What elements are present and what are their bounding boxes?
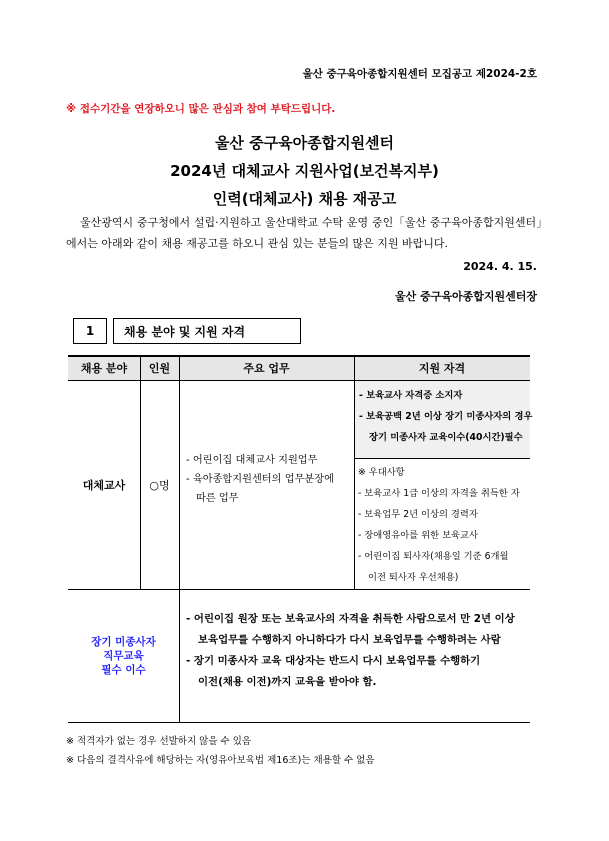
required-item: 장기 미종사자 교육이수(40시간)필수 [369, 432, 523, 443]
preferred-title: ※ 우대사항 [358, 467, 405, 478]
field-cell: 대체교사 [82, 479, 126, 492]
page-title-line2: 2024년 대체교사 지원사업(보건복지부) [170, 162, 439, 180]
duty-item: - 육아종합지원센터의 업무분장에 [186, 474, 334, 485]
signature: 울산 중구육아종합지원센터장 [395, 290, 537, 303]
count-cell: ○명 [149, 479, 170, 492]
header-duties: 주요 업무 [179, 356, 354, 380]
detail-line: - 장기 미종사자 교육 대상자는 반드시 다시 보육업무를 수행하기 [186, 655, 481, 667]
detail-line: 이전(채용 이전)까지 교육을 받아야 함. [198, 676, 377, 688]
duty-item: - 어린이집 대체교사 지원업무 [186, 455, 318, 466]
preferred-item: - 장애영유아를 위한 보육교사 [358, 530, 478, 541]
notice-date: 2024. 4. 15. [463, 260, 537, 273]
required-item: - 보육공백 2년 이상 장기 미종사자의 경우 [359, 411, 533, 422]
duty-item: 따른 업무 [196, 493, 239, 504]
qualification-divider [354, 458, 530, 459]
label-line: 필수 이수 [101, 664, 146, 676]
detail-line: - 어린이집 원장 또는 보육교사의 자격을 취득한 사람으로서 만 2년 이상 [186, 613, 515, 625]
preferred-item: 이전 퇴사자 우선채용) [368, 572, 459, 583]
preferred-item: - 보육교사 1급 이상의 자격을 취득한 자 [358, 488, 520, 499]
page-title-line1: 울산 중구육아종합지원센터 [214, 134, 395, 152]
duties-cell [186, 451, 334, 508]
label-line: 직무교육 [103, 650, 144, 662]
section-number: 1 [73, 318, 107, 344]
intro-paragraph: 울산광역시 중구청에서 설립·지원하고 울산대학교 수탁 운영 중인「울산 중구육아종합지원센터」에서는 아래와 같이 채용 재공고를 하오니 관심 있는 분들의 많은 지원 바랍니다. [66, 216, 542, 250]
detail-line: 보육업무를 수행하지 아니하다가 다시 보육업무를 수행하려는 사람 [198, 634, 501, 646]
col-divider-2 [179, 356, 180, 722]
page-title-line3: 인력(대체교사) 채용 재공고 [212, 190, 397, 208]
header-count: 인원 [140, 356, 179, 380]
preferred-item: - 어린이집 퇴사자(채용일 기준 6개월 [358, 551, 509, 562]
preferred-qualifications [358, 462, 530, 588]
note-disqualification: ※ 다음의 결격사유에 해당하는 자(영유아보육법 제16조)는 채용할 수 없음 [66, 755, 375, 766]
required-item: - 보육교사 자격증 소지자 [359, 390, 463, 401]
preferred-item: - 보육업무 2년 이상의 경력자 [358, 509, 478, 520]
table-bottom-border [68, 722, 530, 723]
extension-alert: ※ 접수기간을 연장하오니 많은 관심과 참여 부탁드립니다. [66, 103, 336, 115]
notice-number: 울산 중구육아종합지원센터 모집공고 제2024-2호 [302, 68, 537, 80]
note-no-candidate: ※ 적격자가 없는 경우 선발하지 않을 수 있음 [66, 736, 252, 747]
table-top-border [68, 355, 530, 357]
header-field: 채용 분야 [68, 356, 140, 380]
header-qualification: 지원 자격 [354, 356, 530, 380]
long-term-education-label [68, 590, 179, 722]
label-line: 장기 미종사자 [91, 636, 156, 648]
section-title: 채용 분야 및 지원 자격 [113, 318, 301, 344]
long-term-education-details [186, 609, 515, 693]
required-qualifications [355, 381, 533, 458]
